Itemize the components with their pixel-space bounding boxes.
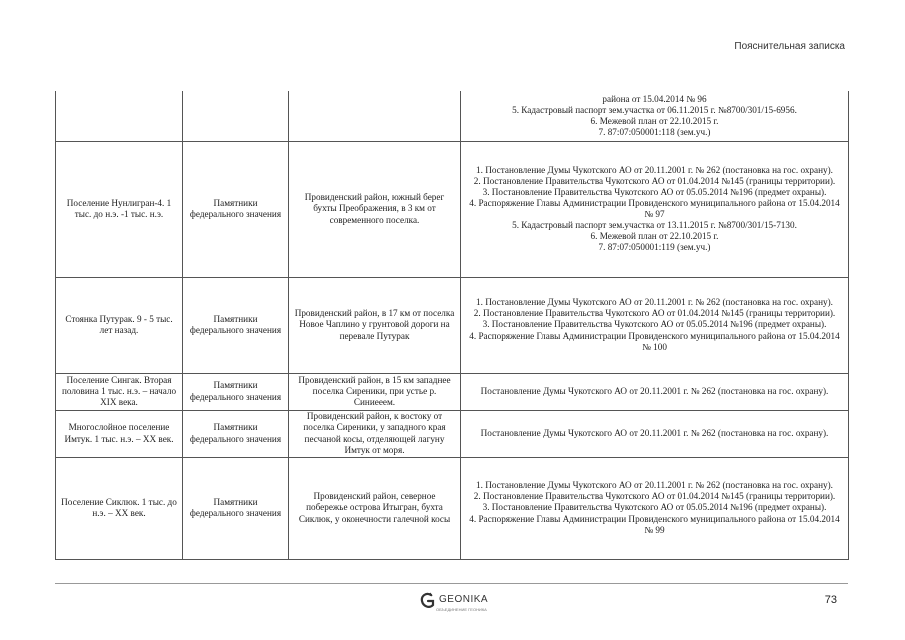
document-line: 7. 87:07:050001:118 (зем.уч.): [598, 126, 711, 137]
category-cell: Памятники федерального значения: [183, 277, 289, 373]
document-line: 6. Межевой план от 22.10.2015 г.: [590, 231, 719, 242]
monument-name-cell: Поселение Сиклюк. 1 тыс. до н.э. – XX век.: [56, 457, 183, 559]
monument-name-cell: Многослойное поселение Имтук. 1 тыс. н.э. – XX век.: [56, 410, 183, 457]
geonika-logo-icon: [420, 592, 436, 610]
location-cell: [289, 91, 461, 141]
category-cell: [183, 91, 289, 141]
table-row: [56, 373, 849, 410]
table-row: [56, 141, 849, 277]
document-line: района от 15.04.2014 № 96: [602, 93, 707, 104]
document-line: 2. Постановление Правительства Чукотского АО от 01.04.2014 №145 (границы территории).: [473, 308, 836, 319]
table-row: [56, 91, 849, 141]
table-row: [56, 410, 849, 457]
document-line: 1. Постановление Думы Чукотского АО от 20.11.2001 г. № 262 (постановка на гос. охрану).: [476, 297, 833, 308]
table-row: [56, 457, 849, 559]
document-line: 4. Распоряжение Главы Администрации Провиденского муниципального района от 15.04.2014 № 97: [469, 197, 840, 219]
monument-name-cell: Поселение Сингак. Вторая половина 1 тыс. н.э. – начало XIX века.: [56, 373, 183, 410]
document-line: 3. Постановление Правительства Чукотского АО от 05.05.2014 №196 (предмет охраны).: [482, 502, 827, 513]
monuments-table: [55, 91, 849, 560]
location-cell: Провиденский район, северное побережье острова Итыгран, бухта Сиклюк, у оконечности галечной косы: [289, 457, 461, 559]
table-row: [56, 277, 849, 373]
document-line: 5. Кадастровый паспорт зем.участка от 13.11.2015 г. №8700/301/15-7130.: [512, 220, 797, 231]
monument-name-cell: Поселение Нунлигран-4. 1 тыс. до н.э. -1 тыс. н.э.: [56, 141, 183, 277]
document-line: Постановление Думы Чукотского АО от 20.11.2001 г. № 262 (постановка на гос. охрану).: [480, 427, 829, 438]
category-cell: Памятники федерального значения: [183, 141, 289, 277]
document-header-title: Пояснительная записка: [734, 41, 845, 52]
documents-cell: [461, 91, 849, 141]
location-cell: Провиденский район, южный берег бухты Преображения, в 3 км от современного поселка.: [289, 141, 461, 277]
document-line: 3. Постановление Правительства Чукотского АО от 05.05.2014 №196 (предмет охраны).: [482, 319, 827, 330]
documents-cell: [461, 373, 849, 410]
footer-logo: [420, 589, 488, 612]
location-cell: Провиденский район, к востоку от поселка Сиреники, у западного края песчаной косы, отделяющей лагуну Имтук от моря.: [289, 410, 461, 457]
location-cell: Провиденский район, в 15 км западнее поселка Сиреники, при устье р. Синиееем.: [289, 373, 461, 410]
document-line: 5. Кадастровый паспорт зем.участка от 06.11.2015 г. №8700/301/15-6956.: [512, 104, 797, 115]
logo-subtitle: ОБЪЕДИНЕНИЕ ГЕОНИКА: [436, 607, 487, 612]
document-line: 7. 87:07:050001:119 (зем.уч.): [598, 242, 711, 253]
documents-cell: [461, 457, 849, 559]
document-line: 2. Постановление Правительства Чукотского АО от 01.04.2014 №145 (границы территории).: [473, 491, 836, 502]
category-cell: Памятники федерального значения: [183, 373, 289, 410]
document-line: 3. Постановление Правительства Чукотского АО от 05.05.2014 №196 (предмет охраны).: [482, 186, 827, 197]
document-line: 4. Распоряжение Главы Администрации Провиденского муниципального района от 15.04.2014 № 100: [469, 330, 840, 352]
page-number: 73: [824, 594, 837, 606]
document-line: 6. Межевой план от 22.10.2015 г.: [590, 115, 719, 126]
documents-cell: [461, 277, 849, 373]
location-cell: Провиденский район, в 17 км от поселка Новое Чаплино у грунтовой дороги на перевале Путурак: [289, 277, 461, 373]
monument-name-cell: Стоянка Путурак. 9 - 5 тыс. лет назад.: [56, 277, 183, 373]
footer-divider: [55, 583, 848, 584]
document-line: 4. Распоряжение Главы Администрации Провиденского муниципального района от 15.04.2014 № 99: [469, 513, 840, 535]
documents-cell: [461, 141, 849, 277]
document-line: 1. Постановление Думы Чукотского АО от 20.11.2001 г. № 262 (постановка на гос. охрану).: [476, 480, 833, 491]
document-line: 1. Постановление Думы Чукотского АО от 20.11.2001 г. № 262 (постановка на гос. охрану).: [476, 164, 833, 175]
monument-name-cell: [56, 91, 183, 141]
category-cell: Памятники федерального значения: [183, 457, 289, 559]
documents-cell: [461, 410, 849, 457]
category-cell: Памятники федерального значения: [183, 410, 289, 457]
document-line: Постановление Думы Чукотского АО от 20.11.2001 г. № 262 (постановка на гос. охрану).: [480, 385, 829, 396]
document-line: 2. Постановление Правительства Чукотского АО от 01.04.2014 №145 (границы территории).: [473, 175, 836, 186]
logo-text: GEONIKA: [439, 594, 489, 605]
